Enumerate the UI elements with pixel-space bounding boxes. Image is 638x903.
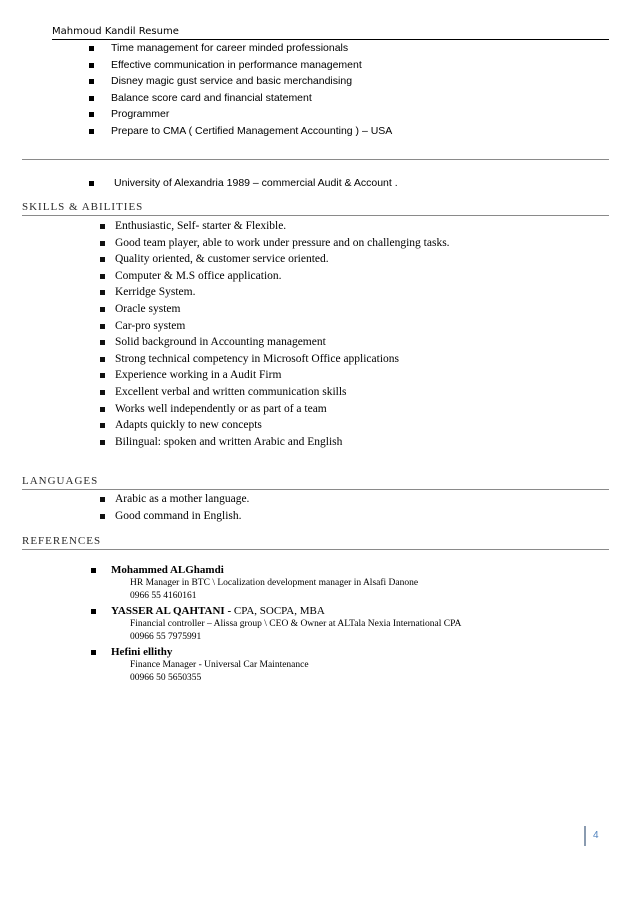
list-item: Effective communication in performance management xyxy=(86,57,392,74)
bullet-icon xyxy=(100,497,105,502)
reference-phone: 00966 50 5650355 xyxy=(130,672,202,683)
bullet-icon xyxy=(100,257,105,262)
list-item: Adapts quickly to new concepts xyxy=(97,417,450,434)
bullet-icon xyxy=(100,274,105,279)
section-divider xyxy=(22,159,609,160)
bullet-icon xyxy=(91,650,96,655)
bullet-icon xyxy=(100,423,105,428)
bullet-icon xyxy=(89,46,94,51)
reference-entry xyxy=(91,563,461,602)
list-item: Programmer xyxy=(86,106,392,123)
bullet-icon xyxy=(100,290,105,295)
bullet-icon xyxy=(100,390,105,395)
list-item: Experience working in a Audit Firm xyxy=(97,367,450,384)
list-item: Good command in English. xyxy=(97,508,249,525)
list-item: Good team player, able to work under pressure and on challenging tasks. xyxy=(97,235,450,252)
bullet-icon xyxy=(89,181,94,186)
bullet-icon xyxy=(100,357,105,362)
languages-list xyxy=(97,491,249,524)
reference-title: Financial controller – Alissa group \ CEO & Owner at ALTala Nexia International CPA xyxy=(130,619,462,629)
section-divider xyxy=(22,489,609,490)
skills-list xyxy=(97,218,450,450)
list-item: Enthusiastic, Self- starter & Flexible. xyxy=(97,218,450,235)
list-item: Computer & M.S office application. xyxy=(97,268,450,285)
bullet-icon xyxy=(91,609,96,614)
list-item: University of Alexandria 1989 – commercial Audit & Account . xyxy=(86,175,398,192)
bullet-icon xyxy=(89,63,94,68)
bullet-icon xyxy=(89,112,94,117)
list-item: Strong technical competency in Microsoft Office applications xyxy=(97,351,450,368)
reference-title: Finance Manager - Universal Car Maintenance xyxy=(130,660,309,670)
reference-name: Hefini ellithy xyxy=(111,646,173,658)
page-number: 4 xyxy=(584,826,599,846)
references-heading: REFERENCES xyxy=(22,535,102,547)
list-item: Works well independently or as part of a team xyxy=(97,401,450,418)
reference-name: YASSER AL QAHTANI - CPA, SOCPA, MBA xyxy=(111,605,325,617)
reference-phone: 00966 55 7975991 xyxy=(130,631,202,642)
list-item: Disney magic gust service and basic merchandising xyxy=(86,73,392,90)
list-item: Prepare to CMA ( Certified Management Accounting ) – USA xyxy=(86,123,392,140)
bullet-icon xyxy=(89,129,94,134)
bullet-icon xyxy=(91,568,96,573)
reference-entry xyxy=(91,645,461,684)
list-item: Excellent verbal and written communication skills xyxy=(97,384,450,401)
training-list xyxy=(86,40,392,139)
list-item: Solid background in Accounting management xyxy=(97,334,450,351)
bullet-icon xyxy=(100,224,105,229)
languages-heading: LANGUAGES xyxy=(22,475,99,487)
bullet-icon xyxy=(100,241,105,246)
skills-heading: SKILLS & ABILITIES xyxy=(22,201,144,213)
references-list xyxy=(91,563,461,686)
list-item: Time management for career minded professionals xyxy=(86,40,392,57)
education-list xyxy=(86,175,398,192)
bullet-icon xyxy=(100,340,105,345)
bullet-icon xyxy=(100,440,105,445)
list-item: Quality oriented, & customer service oriented. xyxy=(97,251,450,268)
list-item: Bilingual: spoken and written Arabic and English xyxy=(97,434,450,451)
reference-entry xyxy=(91,604,461,643)
list-item: Car-pro system xyxy=(97,318,450,335)
list-item: Oracle system xyxy=(97,301,450,318)
list-item: Balance score card and financial statement xyxy=(86,90,392,107)
bullet-icon xyxy=(100,373,105,378)
section-divider xyxy=(22,215,609,216)
list-item: Kerridge System. xyxy=(97,284,450,301)
header-title: Mahmoud Kandil Resume xyxy=(52,26,179,37)
bullet-icon xyxy=(100,407,105,412)
list-item: Arabic as a mother language. xyxy=(97,491,249,508)
bullet-icon xyxy=(89,96,94,101)
reference-name: Mohammed ALGhamdi xyxy=(111,564,224,576)
reference-phone: 0966 55 4160161 xyxy=(130,590,197,601)
bullet-icon xyxy=(100,324,105,329)
reference-title: HR Manager in BTC \ Localization development manager in Alsafi Danone xyxy=(130,578,419,588)
bullet-icon xyxy=(89,79,94,84)
bullet-icon xyxy=(100,307,105,312)
bullet-icon xyxy=(100,514,105,519)
section-divider xyxy=(22,549,609,550)
